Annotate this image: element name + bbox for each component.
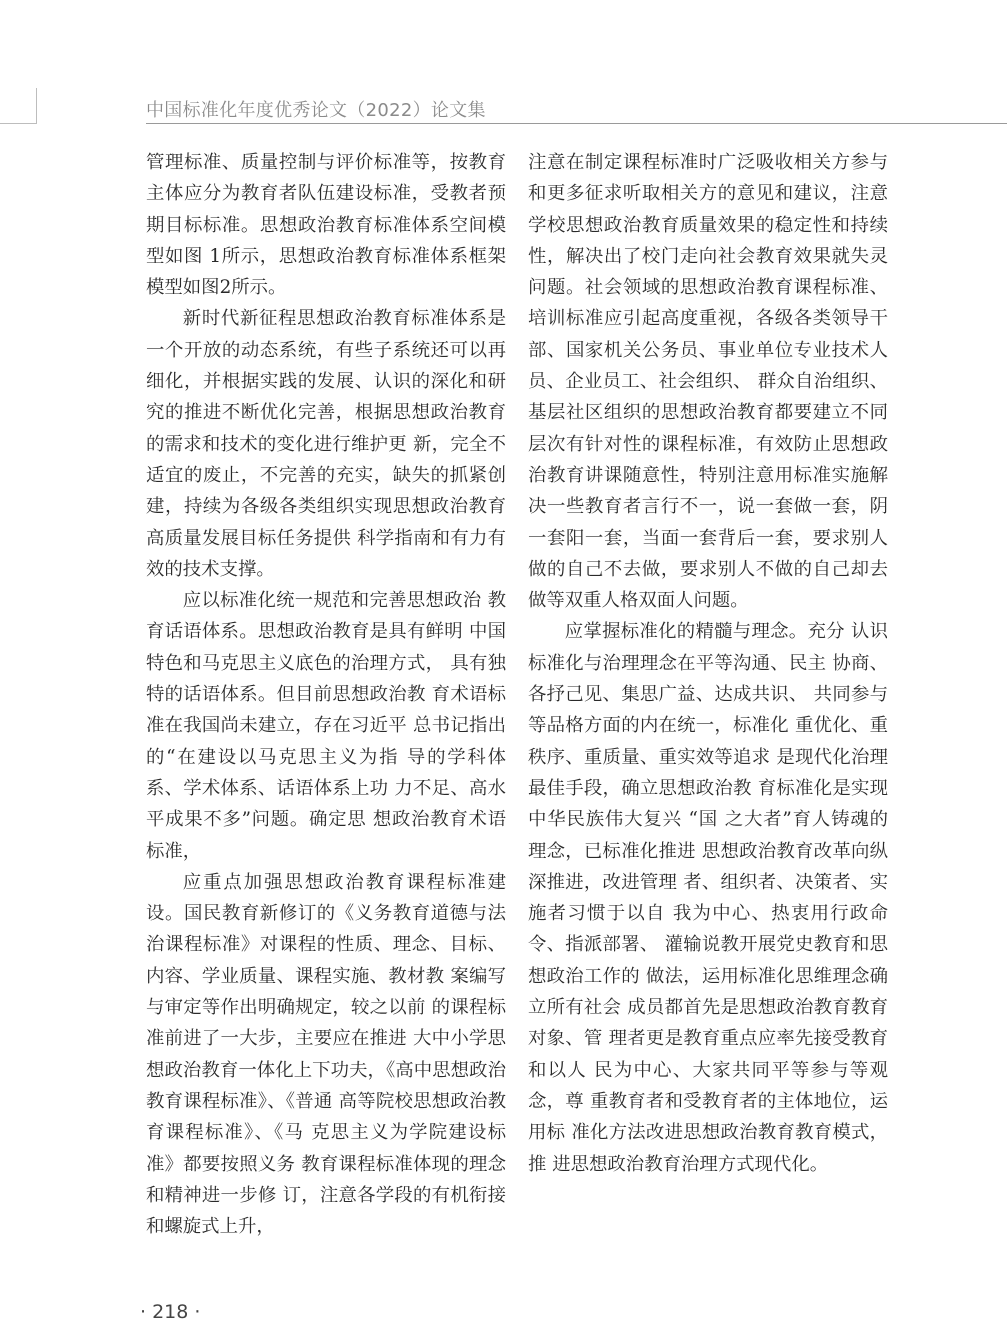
paragraph: 应掌握标准化的精髓与理念。充分 认识标准化与治理理念在平等沟通、民主 协商、各抒己见、集思广益、达成共识、 共同参与等品格方面的内在统一，标准化 重优化、重秩序、重质量、重实效等追求 是现代化治理最佳手段，确立思想政治教 育标准化是实现中华民族伟大复兴 “国 之大者”育人铸魂的理念，已标准化推进 思想政治教育改革向纵深推进，改进管理 者、组织者、决策者、实施者习惯于以自 我为中心、热衷用行政命令、指派部署、 灌输说教开展党史教育和思想政治工作的 做法，运用标准化思维理念确立所有社会 成员都首先是思想政治教育教育对象、管 理者更是教育重点应率先接受教育和以人 民为中心、大家共同平等参与等观念，尊 重教育者和受教育者的主体地位，运用标 准化方法改进思想政治教育教育模式，推 进思想政治教育治理方式现代化。 [528, 621, 888, 1175]
paragraph: 应重点加强思想政治教育课程标准建设。国民教育新修订的《义务教育道德与法治课程标准》对课程的性质、理念、目标、内容、学业质量、课程实施、教材教 案编写与审定等作出明确规定，较之以前 的课程标准前进了一大步，主要应在推进 大中小学思想政治教育一体化上下功夫，《高中思想政治教育课程标准》、《普通 高等院校思想政治教育课程标准》、《马 克思主义为学院建设标准》都要按照义务 教育课程标准体现的理念和精神进一步修 订，注意各学段的有机衔接和螺旋式上升， [146, 871, 506, 1238]
page-number: · 218 · [140, 1301, 201, 1323]
running-header-title: 中国标准化年度优秀论文（2022）论文集 [146, 100, 486, 121]
paragraph: 新时代新征程思想政治教育标准体系是一个开放的动态系统，有些子系统还可以再细化，并根据实践的发展、认识的深化和研究的推进不断优化完善，根据思想政治教育的需求和技术的变化进行维护更 新，完全不适宜的废止，不完善的充实，缺失的抓紧创建，持续为各级各类组织实现思想政治教育高质量发展目标任务提供 科学指南和有力有效的技术支撑。 [146, 308, 506, 580]
crop-mark-vertical [36, 88, 37, 124]
paragraph: 注意在制定课程标准时广泛吸收相关方参与和更多征求听取相关方的意见和建议，注意学校思想政治教育质量效果的稳定性和持续性，解决出了校门走向社会教育效果就失灵问题。社会领域的思想政治教育课程标准、培训标准应引起高度重视，各级各类领导干部、国家机关公务员、事业单位专业技术人员、企业员工、社会组织、 群众自治组织、基层社区组织的思想政治教育都要建立不同层次有针对性的课程标准，有效防止思想政治教育讲课随意性，特别注意用标准实施解决一些教育者言行不一，说一套做一套，阴一套阳一套，当面一套背后一套，要求别人做的自己不去做，要求别人不做的自己却去做等双重人格双面人问题。 [528, 152, 888, 612]
paragraph: 管理标准、质量控制与评价标准等，按教育主体应分为教育者队伍建设标准，受教者预期目标标准。思想政治教育标准体系空间模型如图 1所示，思想政治教育标准体系框架模型如图2所示。 [146, 152, 506, 299]
left-column [146, 147, 506, 1242]
right-column [528, 147, 888, 1180]
paragraph: 应以标准化统一规范和完善思想政治 教育话语体系。思想政治教育是具有鲜明 中国特色和马克思主义底色的治理方式， 具有独特的话语体系。但目前思想政治教 育术语标准在我国尚未建立，存在习近平 总书记指出的“在建设以马克思主义为指 导的学科体系、学术体系、话语体系上功 力不足、高水平成果不多”问题。确定思 想政治教育术语标准， [146, 590, 506, 862]
crop-mark-horizontal [0, 123, 37, 124]
header-rule [146, 123, 1007, 124]
